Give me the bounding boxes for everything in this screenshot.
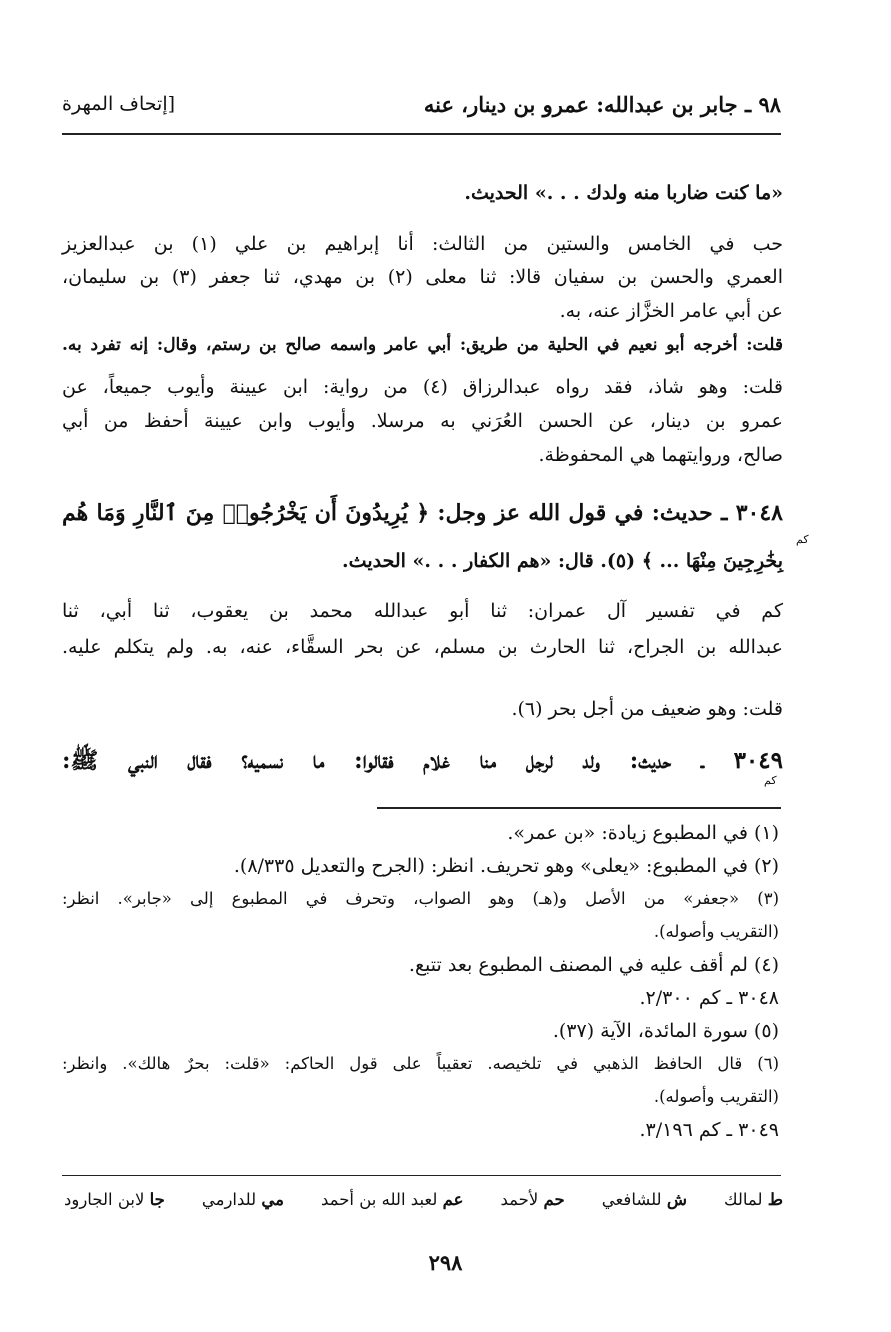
footnotes <box>62 818 779 1158</box>
sigla-item: جا لابن الجارود <box>64 1189 165 1209</box>
sigla-legend <box>64 1184 783 1214</box>
sigla-item: عم لعبد الله بن أحمد <box>321 1189 464 1209</box>
sigla-item: ش للشافعي <box>601 1189 687 1209</box>
hadith-ending: «ما كنت ضاربا منه ولدك . . .» الحديث. <box>464 182 783 204</box>
text-line: قلت: وهو ضعيف من أجل بحر (٦). <box>511 698 783 720</box>
footnote: (٤) لم أقف عليه في المصنف المطبوع بعد تتبع. <box>408 954 779 976</box>
margin-mark: كم <box>796 533 809 546</box>
sigla-item: ط لمالك <box>723 1189 783 1209</box>
footnote: (٣) «جعفر» من الأصل و(هـ) وهو الصواب، وتحرف في المطبوع إلى «جابر». انظر: <box>62 889 779 908</box>
sigla-rule <box>62 1175 781 1176</box>
footnote: (٦) قال الحافظ الذهبي في تلخيصه. تعقيباً على قول الحاكم: «قلت: بحرٌ هالك». وانظر: <box>62 1054 779 1073</box>
main-text <box>62 176 783 796</box>
page-number: ٢٩٨ <box>428 1250 463 1275</box>
sigla-item: مي للدارمي <box>201 1189 285 1209</box>
text-line: عبدالله بن الجراح، ثنا الحارث بن مسلم، عن بحر السقَّاء، عنه، به. ولم يتكلم عليه. <box>62 636 783 658</box>
footnote: (التقريب وأصوله). <box>653 922 779 941</box>
text-line: قلت: وهو شاذ، فقد رواه عبدالرزاق (٤) من رواية: ابن عيينة وأيوب جميعاً، عن <box>62 376 784 398</box>
footnote: ٣٠٤٩ ـ كم ٣/١٩٦. <box>639 1119 779 1141</box>
text-line: بِخَٰرِجِينَ مِنْهَا ... ﴾ (٥). قال: «هم الكفار . . .» الحديث. <box>342 550 783 572</box>
hadith-heading-3048: ٣٠٤٨ ـ حديث: في قول الله عز وجل: ﴿ يُرِيدُونَ أَن يَخْرُجُوا۟ مِنَ ٱلنَّارِ وَمَا هُم <box>62 500 783 526</box>
footnote: (٥) سورة المائدة، الآية (٣٧). <box>552 1020 779 1042</box>
page-header <box>62 86 781 122</box>
footnote: (٢) في المطبوع: «يعلى» وهو تحريف. انظر: (الجرح والتعديل ٨/٣٣٥). <box>233 855 779 877</box>
text-line: قلت: أخرجه أبو نعيم في الحلية من طريق: أبي عامر واسمه صالح بن رستم، وقال: إنه تفرد به. <box>62 335 783 355</box>
text-line: عن أبي عامر الخزَّاز عنه، به. <box>559 300 783 322</box>
footnote-rule <box>377 807 781 809</box>
text-line: عمرو بن دينار، عن الحسن العُرَني به مرسلا. وأيوب وابن عيينة أحفظ من أبي <box>62 410 783 432</box>
margin-mark: كم <box>764 774 777 787</box>
book-title: [إتحاف المهرة <box>62 93 176 115</box>
footnote: ٣٠٤٨ ـ كم ٢/٣٠٠. <box>639 987 779 1009</box>
text-line: كم في تفسير آل عمران: ثنا أبو عبدالله محمد بن يعقوب، ثنا أبي، ثنا <box>62 600 783 622</box>
text-line: العمري والحسن بن سفيان قالا: ثنا معلى (٢) بن مهدي، ثنا جعفر (٣) بن سليمان، <box>62 266 784 288</box>
header-rule <box>62 133 781 135</box>
sigla-item: حم لأحمد <box>500 1189 565 1209</box>
footnote: (١) في المطبوع زيادة: «بن عمر». <box>507 822 779 844</box>
text-line: حب في الخامس والستين من الثالث: أنا إبراهيم بن علي (١) بن عبدالعزيز <box>62 233 783 255</box>
running-title: ٩٨ ـ جابر بن عبدالله: عمرو بن دينار، عنه <box>423 91 781 117</box>
hadith-heading-3049: ٣٠٤٩ ـ حديث: ولد لرجل منا غلام فقالوا: ما نسميه؟ فقال النبي ﷺ: <box>62 747 783 774</box>
text-line: صالح، وروايتهما هي المحفوظة. <box>538 444 783 466</box>
footnote: (التقريب وأصوله). <box>653 1087 779 1106</box>
